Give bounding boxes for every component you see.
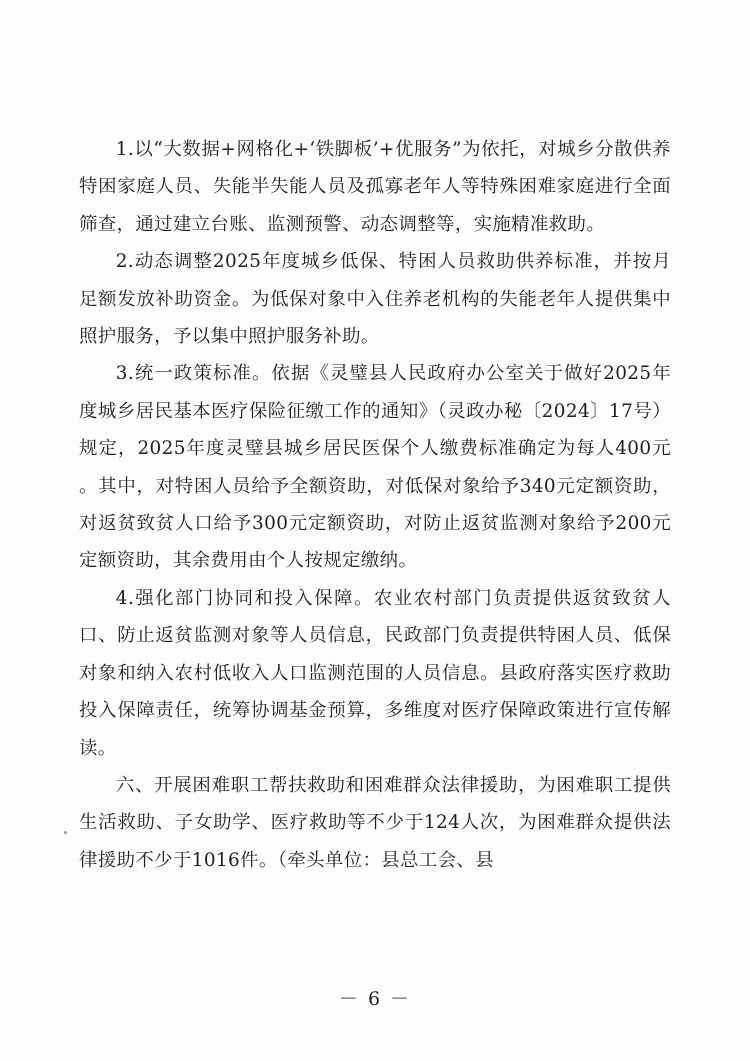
paragraph-item-4: 4.强化部门协同和投入保障。农业农村部门负责提供返贫致贫人口、防止返贫监测对象等人员信息，民政部门负责提供特困人员、低保对象和纳入农村低收入人口监测范围的人员信息。县政府落实医疗救助投入保障责任，统筹协调基金预算，多维度对医疗保障政策进行宣传解读。 [79,587,671,759]
paragraph-section-6: 六、开展困难职工帮扶救助和困难群众法律援助，为困难职工提供生活救助、子女助学、医疗救助等不少于124人次，为困难群众提供法律援助不少于1016件。（牵头单位：县总工会、县 [79,774,671,871]
paragraph-item-1: 1.以“大数据+网格化+‘铁脚板’+优服务”为依托，对城乡分散供养特困家庭人员、失能半失能人员及孤寡老年人等特殊困难家庭进行全面筛查，通过建立台账、监测预警、动态调整等，实施精准救助。 [79,139,671,235]
document-body [79,131,671,879]
paragraph-item-3: 3.统一政策标准。依据《灵璧县人民政府办公室关于做好2025年度城乡居民基本医疗保险征缴工作的通知》（灵政办秘〔2024〕17号）规定，2025年度灵璧县城乡居民医保个人缴费标准确定为每人400元 。其中，对特困人员给予全额资助，对低保对象给予340元定额资助，对返贫致贫人口给予300元定额资助，对防止返贫监测对象给予200元定额资助，其余费用由个人按规定缴纳。 [79,363,671,572]
paragraph-item-2: 2.动态调整2025年度城乡低保、特困人员救助供养标准，并按月足额发放补助资金。为低保对象中入住养老机构的失能老年人提供集中照护服务，予以集中照护服务补助。 [79,251,671,348]
scan-speck [64,831,67,834]
page-number: － 6 － [338,988,412,1010]
